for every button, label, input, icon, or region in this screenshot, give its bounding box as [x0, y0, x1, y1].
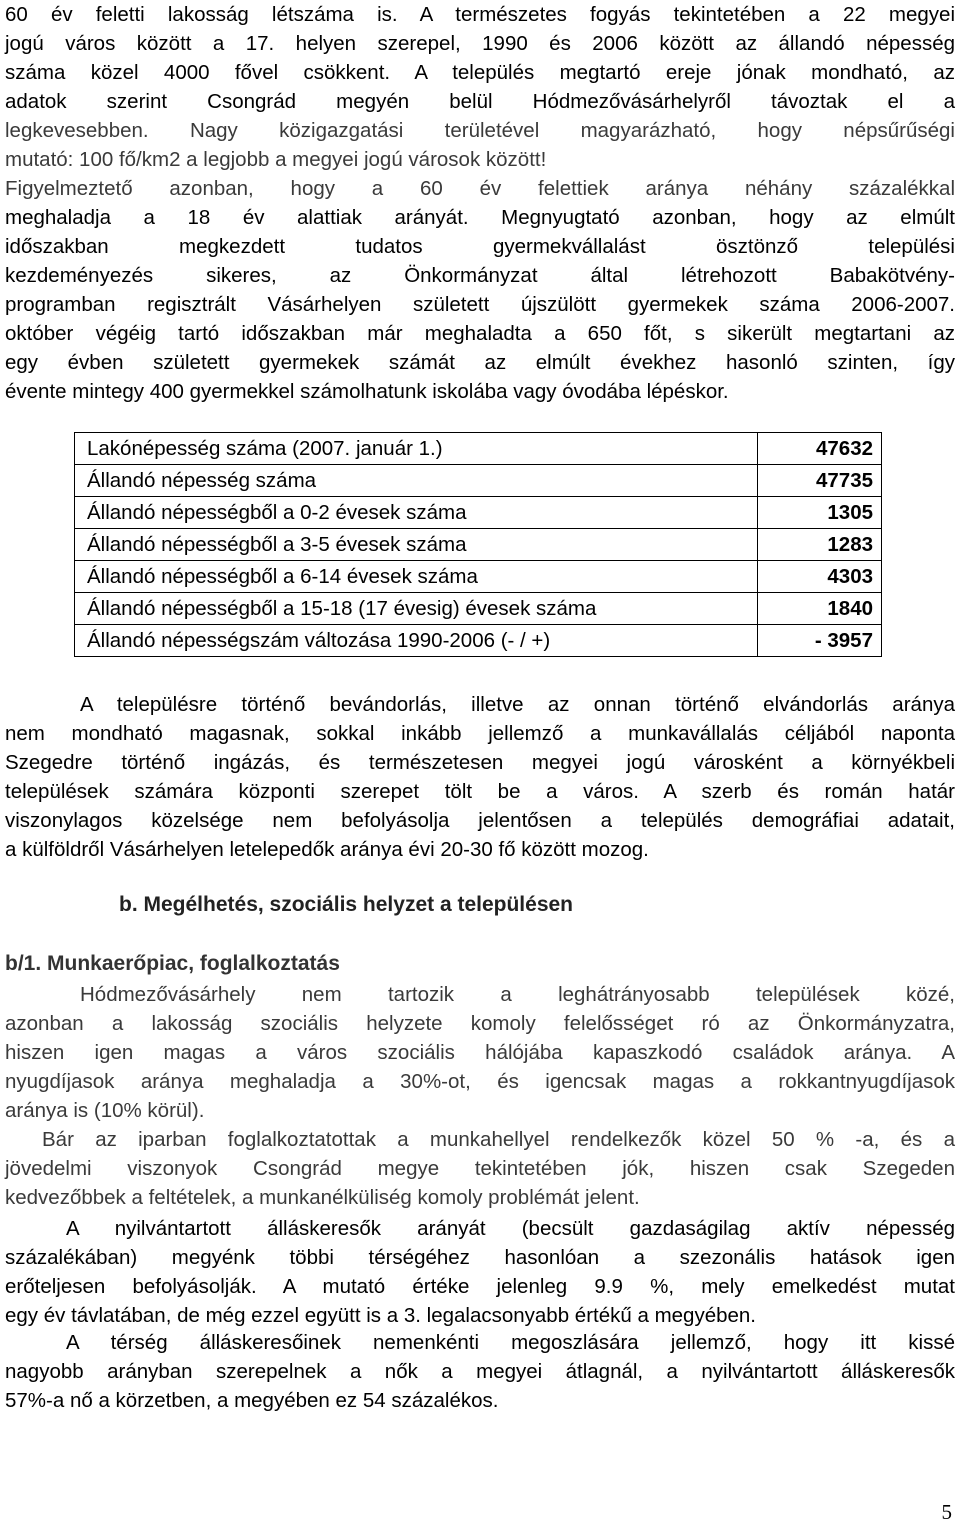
- text-line: jogú város között a 17. helyen szerepel, 1990 és 2006 között az állandó népesség: [5, 32, 955, 55]
- table-row: [75, 497, 882, 529]
- text-line: október végéig tartó időszakban már meghaladta a 650 főt, s sikerült megtartani az: [5, 322, 955, 345]
- text-line: A településre történő bevándorlás, illetve az onnan történő elvándorlás aránya: [80, 693, 955, 716]
- row-value: 1305: [758, 497, 882, 529]
- text-line: aránya is (10% körül).: [5, 1099, 205, 1122]
- text-line: Hódmezővásárhely nem tartozik a leghátrányosabb települések közé,: [80, 983, 955, 1006]
- row-label: Állandó népességből a 15-18 (17 évesig) évesek száma: [75, 593, 758, 625]
- row-value: 47632: [758, 433, 882, 465]
- row-label: Lakónépesség száma (2007. január 1.): [75, 433, 758, 465]
- table-row: [75, 625, 882, 657]
- text-line: nem mondható magasnak, sokkal inkább jellemző a munkavállalás céljából naponta: [5, 722, 955, 745]
- text-line: azonban a lakosság szociális helyzete komoly felelősséget ró az Önkormányzatra,: [5, 1012, 955, 1035]
- table-row: [75, 465, 882, 497]
- text-line: egy év távlatában, de még ezzel együtt is a 3. legalacsonyabb értékű a megyében.: [5, 1304, 757, 1327]
- text-line: adatok szerint Csongrád megyén belül Hódmezővásárhelyről távoztak el a: [5, 90, 955, 113]
- table-row: [75, 529, 882, 561]
- row-label: Állandó népességből a 0-2 évesek száma: [75, 497, 758, 529]
- text-line: a külföldről Vásárhelyen letelepedők aránya évi 20-30 fő között mozog.: [5, 838, 649, 861]
- text-line: kedvezőbbek a feltételek, a munkanélküliség komoly problémát jelent.: [5, 1186, 640, 1209]
- text-line: 60 év feletti lakosság létszáma is. A természetes fogyás tekintetében a 22 megyei: [5, 3, 955, 26]
- table-row: [75, 561, 882, 593]
- text-line: hiszen igen magas a város szociális hálójába kapaszkodó családok aránya. A: [5, 1041, 955, 1064]
- text-line: Figyelmeztető azonban, hogy a 60 év felettiek aránya néhány százalékkal: [5, 177, 955, 200]
- row-value: 4303: [758, 561, 882, 593]
- text-line: nyugdíjasok aránya meghaladja a 30%-ot, és igencsak magas a rokkantnyugdíjasok: [5, 1070, 955, 1093]
- text-line: nagyobb arányban szerepelnek a nők a megyei átlagnál, a nyilvántartott álláskeresők: [5, 1360, 955, 1383]
- row-label: Állandó népességből a 6-14 évesek száma: [75, 561, 758, 593]
- text-line: százalékában) megyénk többi térségéhez hasonlóan a szezonális hatások igen: [5, 1246, 955, 1269]
- text-line: száma közel 4000 fővel csökkent. A település megtartó ereje jónak mondható, az: [5, 61, 955, 84]
- text-line: A térség álláskeresőinek nemenkénti megoszlására jellemző, hogy itt kissé: [66, 1331, 955, 1354]
- row-label: Állandó népességből a 3-5 évesek száma: [75, 529, 758, 561]
- text-line: viszonylagos közelsége nem befolyásolja jelentősen a település demográfiai adatait,: [5, 809, 955, 832]
- text-line: 57%-a nő a körzetben, a megyében ez 54 százalékos.: [5, 1389, 499, 1412]
- text-line: erőteljesen befolyásolják. A mutató értéke jelenleg 9.9 %, mely emelkedést mutat: [5, 1275, 955, 1298]
- row-value: 47735: [758, 465, 882, 497]
- row-value: 1840: [758, 593, 882, 625]
- text-line: Bár az iparban foglalkoztatottak a munkahellyel rendelkezők közel 50 % -a, és a: [42, 1128, 955, 1151]
- row-label: Állandó népesség száma: [75, 465, 758, 497]
- row-value: 1283: [758, 529, 882, 561]
- text-line: települések számára központi szerepet tölt be a város. A szerb és román határ: [5, 780, 955, 803]
- text-line: kezdeményezés sikeres, az Önkormányzat által létrehozott Babakötvény-: [5, 264, 955, 287]
- text-line: mutató: 100 fő/km2 a legjobb a megyei jogú városok között!: [5, 148, 547, 171]
- table-row: [75, 433, 882, 465]
- text-line: jövedelmi viszonyok Csongrád megye tekintetében jók, hiszen csak Szegeden: [5, 1157, 955, 1180]
- text-line: időszakban megkezdett tudatos gyermekvállalást ösztönző települési: [5, 235, 955, 258]
- subsection-heading: b/1. Munkaerőpiac, foglalkoztatás: [5, 952, 340, 975]
- section-heading: b. Megélhetés, szociális helyzet a településen: [119, 893, 574, 916]
- text-line: A nyilvántartott álláskeresők arányát (becsült gazdaságilag aktív népesség: [66, 1217, 955, 1240]
- population-table: [74, 432, 882, 657]
- page-number: 5: [941, 1500, 952, 1524]
- text-line: évente mintegy 400 gyermekkel számolhatunk iskolába vagy óvodába lépéskor.: [5, 380, 729, 403]
- text-line: legkevesebben. Nagy közigazgatási területével magyarázható, hogy népsűrűségi: [5, 119, 955, 142]
- text-line: egy évben született gyermekek számát az elmúlt évekhez hasonló szinten, így: [5, 351, 955, 374]
- text-line: Szegedre történő ingázás, és természetesen megyei jogú városként a környékbeli: [5, 751, 955, 774]
- text-line: meghaladja a 18 év alattiak arányát. Megnyugtató azonban, hogy az elmúlt: [5, 206, 955, 229]
- row-value: - 3957: [758, 625, 882, 657]
- row-label: Állandó népességszám változása 1990-2006 (- / +): [75, 625, 758, 657]
- table-row: [75, 593, 882, 625]
- text-line: programban regisztrált Vásárhelyen született újszülött gyermekek száma 2006-2007.: [5, 293, 955, 316]
